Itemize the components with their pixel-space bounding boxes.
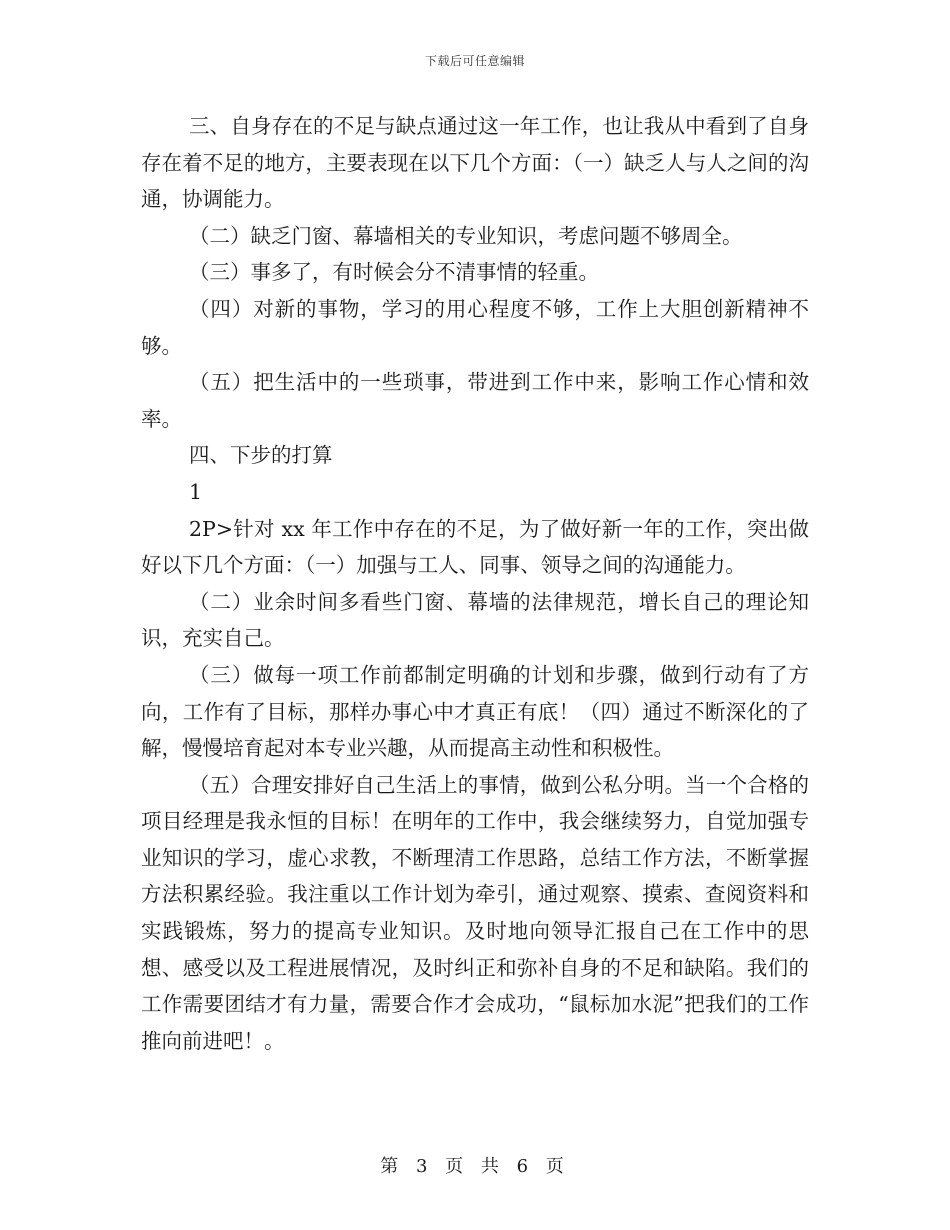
paragraph-shortcoming-3: （三）事多了，有时候会分不清事情的轻重。 [189, 260, 599, 285]
paragraph-plan-5-conclusion: （五）合理安排好自己生活上的事情，做到公私分明。当一个合格的项目经理是我永恒的目标！在明年的工作中，我会继续努力，自觉加强专业知识的学习，虚心求教，不断理清工作思路，总结工作方法，不断掌握方法积累经验。我注重以工作计划为牵引，通过观察、摸索、查阅资料和实践锻炼，努力的提高专业知识。及时地向领导汇报自己在工作中的思想、感受以及工程进展情况，及时纠正和弥补自身的不足和缺陷。我们的工作需要团结才有力量，需要合作才会成功，“鼠标加水泥”把我们的工作推向前进吧！。 [141, 772, 809, 1053]
page-number-footer: 第 3 页 共 6 页 [380, 1156, 570, 1177]
section-heading-next-steps: 四、下步的打算 [189, 443, 333, 468]
paragraph-shortcomings-intro: 三、自身存在的不足与缺点通过这一年工作，也让我从中看到了自身存在着不足的地方，主要表现在以下几个方面：（一）缺乏人与人之间的沟通，协调能力。 [141, 114, 809, 212]
page-header: 下载后可任意编辑 [424, 54, 525, 68]
document-body [141, 108, 809, 1059]
paragraph-plan-intro: 2P>针对 xx 年工作中存在的不足，为了做好新一年的工作，突出做好以下几个方面：（一）加强与工人、同事、领导之间的沟通能力。 [141, 516, 809, 578]
paragraph-plan-3-4: （三）做每一项工作前都制定明确的计划和步骤，做到行动有了方向，工作有了目标，那样办事心中才真正有底！（四）通过不断深化的了解，慢慢培育起对本专业兴趣，从而提高主动性和积极性。 [141, 662, 809, 761]
paragraph-shortcoming-4: （四）对新的事物，学习的用心程度不够，工作上大胆创新精神不够。 [141, 296, 809, 358]
paragraph-shortcoming-5: （五）把生活中的一些琐事，带进到工作中来，影响工作心情和效率。 [141, 370, 809, 431]
paragraph-plan-2: （二）业余时间多看些门窗、幕墙的法律规范，增长自己的理论知识，充实自己。 [141, 589, 809, 651]
stray-number: 1 [189, 479, 203, 504]
paragraph-shortcoming-2: （二）缺乏门窗、幕墙相关的专业知识，考虑问题不够周全。 [189, 223, 743, 248]
